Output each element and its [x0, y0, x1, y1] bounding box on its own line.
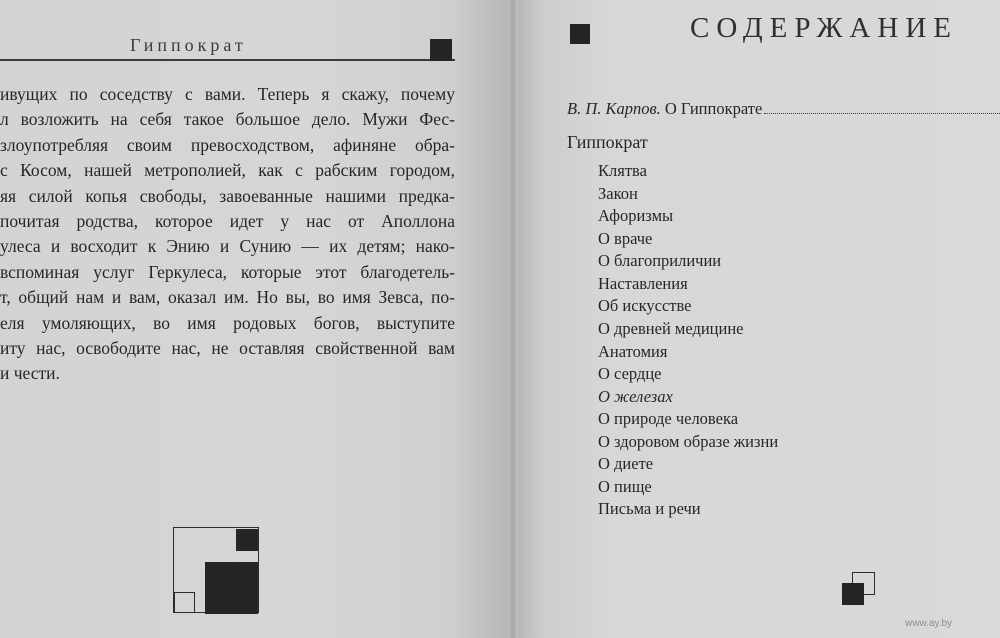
page-title: СОДЕРЖАНИЕ [690, 12, 958, 44]
toc-entry-title: Наставления [598, 274, 688, 293]
text-line: злоупотребляя своим превосходством, афиняне обра- [0, 134, 455, 155]
text-line: яя силой копья свободы, завоеванные нашими предка- [0, 185, 455, 206]
text-line: ивущих по соседству с вами. Теперь я скажу, почему [0, 84, 455, 104]
ornament-outline-square-small [174, 592, 195, 613]
book-gutter [508, 0, 518, 638]
body-text [0, 82, 455, 387]
text-line: т, общий нам и вам, оказал им. Но вы, во имя Зевса, по- [0, 287, 455, 308]
text-line: и чести. [0, 363, 60, 384]
toc-entry-title: Анатомия [598, 342, 668, 361]
toc-entry [567, 99, 1000, 119]
text-line: с Косом, нашей метрополией, как с рабским городом, [0, 160, 455, 181]
toc-entry-title: О природе человека [598, 409, 739, 428]
ornament-solid-square [842, 583, 864, 605]
toc-entry-title: О пище [598, 477, 652, 496]
toc-entry-title: Закон [598, 184, 638, 203]
text-line: улеса и восходит к Энию и Сунию — их детям; нако- [0, 236, 455, 257]
running-head: Гиппократ [130, 35, 247, 55]
text-line: почитая родства, которое идет у нас от Аполлона [0, 211, 455, 232]
toc-section-heading: Гиппократ [567, 132, 648, 152]
toc-entry-title: О сердце [598, 364, 662, 383]
toc-entry-title: О враче [598, 229, 653, 248]
title-square-ornament [570, 24, 590, 44]
toc-entry-title: О древней медицине [598, 319, 744, 338]
toc-entry-title: Об искусстве [598, 296, 692, 315]
toc-author: В. П. Карпов. [567, 99, 661, 118]
ornament-solid-square-large [205, 562, 258, 614]
header-square-ornament [430, 39, 452, 61]
watermark: www.ay.by [905, 618, 953, 629]
toc-entry-title: Афоризмы [598, 206, 674, 225]
dot-leader [764, 101, 1000, 114]
header-rule [0, 59, 455, 61]
toc-entry-title: О диете [598, 454, 654, 473]
text-line: л возложить на себя такое большое дело. Мужи Фес- [0, 109, 455, 130]
text-line: иту нас, освободите нас, не оставляя свойственной вам [0, 338, 455, 359]
toc-entry-title: Клятва [598, 161, 647, 180]
toc-entry-title: О Гиппократе [664, 99, 763, 118]
text-line: еля умоляющих, во имя родовых богов, выступите [0, 312, 455, 333]
toc-entry-title: Письма и речи [598, 499, 701, 518]
text-line: вспоминая услуг Геркулеса, которые этот благодетель- [0, 261, 455, 282]
toc-entry-title: О благоприличии [598, 251, 722, 270]
toc-entry-title: О здоровом образе жизни [598, 432, 779, 451]
ornament-solid-square-small [236, 529, 258, 551]
right-page [512, 0, 1000, 638]
toc-entry-title: О железах [598, 387, 673, 406]
